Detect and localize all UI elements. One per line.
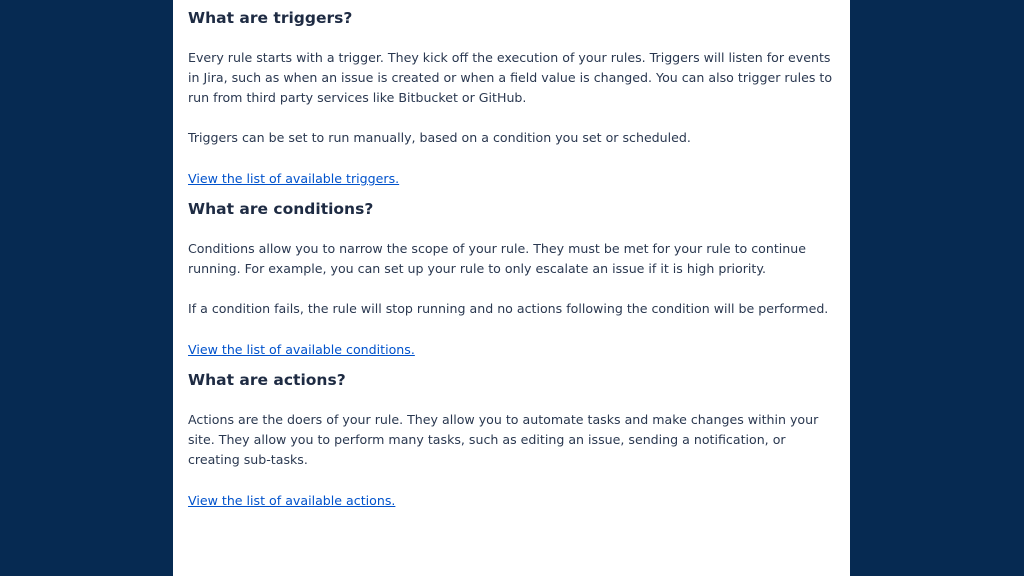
conditions-paragraph-2: If a condition fails, the rule will stop running and no actions following the condition will be performed.	[188, 301, 829, 316]
triggers-list-link[interactable]: View the list of available triggers.	[188, 171, 400, 186]
triggers-paragraph-2: Triggers can be set to run manually, based on a condition you set or scheduled.	[188, 130, 691, 145]
section-heading-conditions: What are conditions?	[188, 200, 374, 218]
actions-paragraph-1: Actions are the doers of your rule. They allow you to automate tasks and make changes within your site. They allow you to perform many tasks, such as editing an issue, sending a notification, or creating sub-tasks.	[188, 412, 819, 467]
section-heading-actions: What are actions?	[188, 371, 346, 389]
section-heading-triggers: What are triggers?	[188, 9, 353, 27]
conditions-list-link[interactable]: View the list of available conditions.	[188, 342, 415, 357]
conditions-paragraph-1: Conditions allow you to narrow the scope of your rule. They must be met for your rule to continue running. For example, you can set up your rule to only escalate an issue if it is high priority.	[188, 241, 807, 276]
triggers-paragraph-1: Every rule starts with a trigger. They kick off the execution of your rules. Triggers will listen for events in Jira, such as when an issue is created or when a field value is changed. You can also trigger rules to run from third party services like Bitbucket or GitHub.	[188, 50, 833, 105]
actions-list-link[interactable]: View the list of available actions.	[188, 493, 396, 508]
document-page	[173, 0, 850, 576]
document-content	[188, 8, 836, 511]
